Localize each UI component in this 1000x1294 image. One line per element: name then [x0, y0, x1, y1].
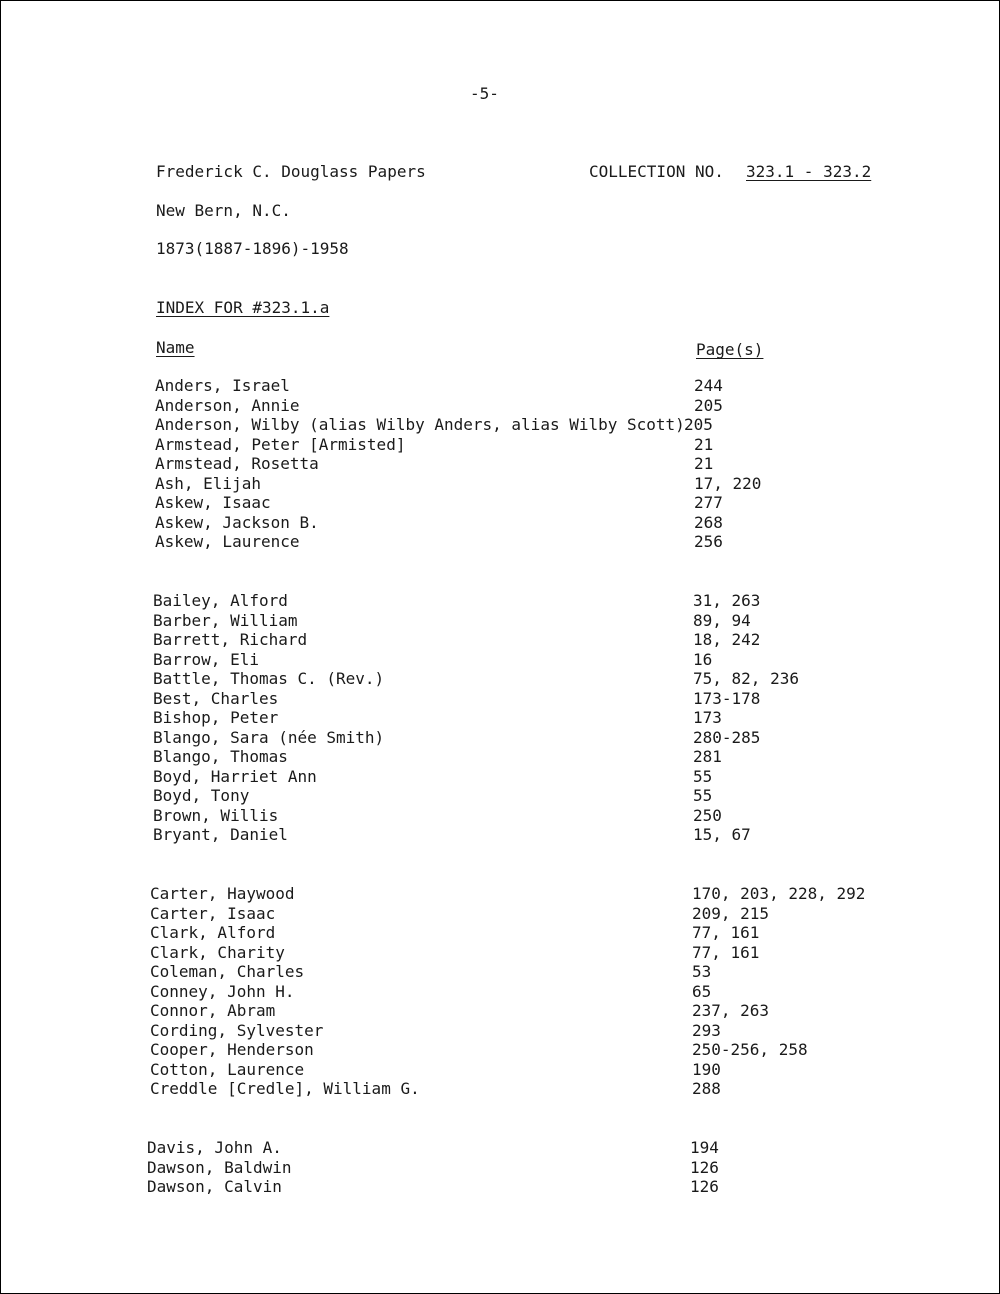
entry-pages: 21	[694, 434, 714, 454]
name-column-header: Name	[156, 338, 195, 357]
entry-pages: 205	[684, 415, 713, 434]
entry-name: Clark, Alford	[150, 923, 276, 942]
entry-pages: 126	[690, 1177, 719, 1196]
entry-name: Creddle [Credle], William G.	[150, 1079, 420, 1098]
entry-pages: 17, 220	[694, 473, 762, 493]
entry-pages: 280-285	[693, 727, 761, 747]
entry-name: Anderson, Annie	[155, 395, 300, 415]
entry-name: Askew, Isaac	[155, 493, 271, 512]
entry-name: Barber, William	[153, 610, 298, 630]
entry-pages: 194	[690, 1138, 719, 1157]
entry-pages: 55	[693, 786, 713, 805]
entry-pages: 173	[693, 708, 722, 727]
entry-name: Battle, Thomas C. (Rev.)	[153, 669, 385, 688]
entry-pages: 55	[693, 766, 713, 786]
entry-name: Blango, Thomas	[153, 747, 288, 766]
entry-pages: 173-178	[693, 688, 761, 708]
entry-name: Askew, Laurence	[155, 532, 300, 551]
entry-pages: 281	[693, 747, 722, 766]
date-range: 1873(1887-1896)-1958	[156, 239, 349, 258]
entry-name: Ash, Elijah	[155, 473, 261, 493]
entry-pages: 209, 215	[692, 903, 770, 923]
entry-name: Brown, Willis	[153, 805, 279, 825]
entry-pages: 268	[694, 512, 723, 532]
entry-name: Anderson, Wilby (alias Wilby Anders, alias Wilby Scott)	[155, 415, 685, 434]
entry-name: Conney, John H.	[150, 981, 295, 1001]
entry-pages: 293	[692, 1020, 721, 1040]
entry-name: Anders, Israel	[155, 376, 290, 395]
entry-name: Cooper, Henderson	[150, 1040, 314, 1059]
collection-number: 323.1 - 323.2	[746, 162, 872, 181]
entry-pages: 77, 161	[692, 923, 760, 942]
entry-pages: 75, 82, 236	[693, 669, 799, 688]
entry-pages: 126	[690, 1157, 719, 1177]
entry-pages: 65	[692, 981, 712, 1001]
entry-name: Armstead, Peter [Armisted]	[155, 434, 406, 454]
entry-pages: 250-256, 258	[692, 1040, 808, 1059]
entry-pages: 205	[694, 395, 723, 415]
entry-pages: 77, 161	[692, 942, 760, 962]
entry-pages: 15, 67	[693, 825, 751, 844]
entry-name: Boyd, Harriet Ann	[153, 766, 317, 786]
entry-pages: 244	[694, 376, 723, 395]
entry-pages: 237, 263	[692, 1001, 770, 1020]
page-number: -5-	[470, 84, 499, 103]
entry-name: Dawson, Calvin	[147, 1177, 282, 1196]
entry-name: Barrett, Richard	[153, 630, 308, 649]
collection-title: Frederick C. Douglass Papers	[156, 162, 426, 181]
entry-name: Connor, Abram	[150, 1001, 276, 1020]
entry-name: Best, Charles	[153, 688, 279, 708]
entry-name: Barrow, Eli	[153, 649, 259, 669]
entry-pages: 21	[694, 454, 714, 473]
entry-pages: 16	[693, 649, 713, 669]
entry-pages: 288	[692, 1079, 721, 1098]
entry-name: Cording, Sylvester	[150, 1020, 324, 1040]
entry-name: Askew, Jackson B.	[155, 512, 319, 532]
entry-pages: 18, 242	[693, 630, 761, 649]
entry-name: Bailey, Alford	[153, 591, 288, 610]
entry-name: Bryant, Daniel	[153, 825, 288, 844]
entry-name: Carter, Haywood	[150, 884, 295, 903]
entry-pages: 31, 263	[693, 591, 761, 610]
entry-pages: 89, 94	[693, 610, 751, 630]
entry-name: Cotton, Laurence	[150, 1059, 305, 1079]
entry-name: Bishop, Peter	[153, 708, 279, 727]
entry-name: Carter, Isaac	[150, 903, 276, 923]
index-title: INDEX FOR #323.1.a	[156, 298, 330, 317]
entry-pages: 250	[693, 805, 722, 825]
entry-pages: 277	[694, 493, 723, 512]
entry-name: Davis, John A.	[147, 1138, 282, 1157]
location: New Bern, N.C.	[156, 201, 291, 220]
entry-name: Clark, Charity	[150, 942, 285, 962]
pages-column-header: Page(s)	[696, 340, 764, 359]
entry-pages: 53	[692, 962, 712, 981]
entry-pages: 170, 203, 228, 292	[692, 884, 866, 903]
collection-label: COLLECTION NO.	[589, 162, 724, 181]
entry-name: Dawson, Baldwin	[147, 1157, 292, 1177]
entry-name: Boyd, Tony	[153, 786, 250, 805]
entry-name: Blango, Sara (née Smith)	[153, 727, 385, 747]
entry-pages: 256	[694, 532, 723, 551]
entry-pages: 190	[692, 1059, 721, 1079]
entry-name: Coleman, Charles	[150, 962, 305, 981]
entry-name: Armstead, Rosetta	[155, 454, 319, 473]
